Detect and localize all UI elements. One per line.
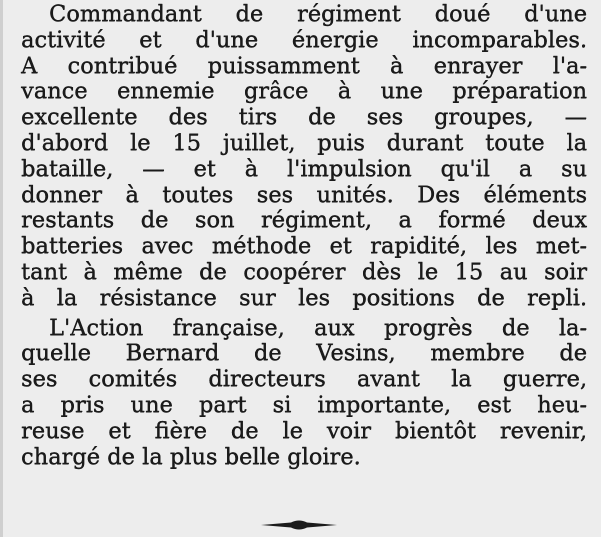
text-line: donner à toutes ses unités. Des éléments <box>21 181 587 208</box>
text-line: a pris une part si importante, est heu- <box>21 391 587 418</box>
text-line: batteries avec méthode et rapidité, les met- <box>21 233 587 260</box>
text-line: reuse et fière de le voir bientôt revenir, <box>21 417 587 444</box>
text-line: tant à même de coopérer dès le 15 au soir <box>21 258 587 285</box>
text-line: activité et d'une énergie incomparables. <box>21 26 587 53</box>
article-column <box>21 2 587 470</box>
section-divider-ornament-icon <box>261 518 337 532</box>
text-line: bataille, — et à l'impulsion qu'il a su <box>21 155 587 182</box>
text-line: d'abord le 15 juillet, puis durant toute la <box>21 129 587 156</box>
text-line: ses comités directeurs avant la guerre, <box>21 366 587 393</box>
text-line: restants de son régiment, a formé deux <box>21 207 587 234</box>
text-line: vance ennemie grâce à une préparation <box>21 78 587 105</box>
action-francaise-paragraph <box>21 316 587 471</box>
text-line: Commandant de régiment doué d'une <box>49 1 587 27</box>
citation-paragraph <box>21 2 587 312</box>
text-line: à la résistance sur les positions de repli. <box>21 284 587 311</box>
text-line: A contribué puissamment à enrayer l'a- <box>21 52 587 79</box>
text-line: chargé de la plus belle gloire. <box>21 443 361 470</box>
text-line: quelle Bernard de Vesins, membre de <box>21 340 587 367</box>
text-line: L'Action française, aux progrès de la- <box>49 314 587 341</box>
text-line: excellente des tirs de ses groupes, — <box>21 104 587 131</box>
